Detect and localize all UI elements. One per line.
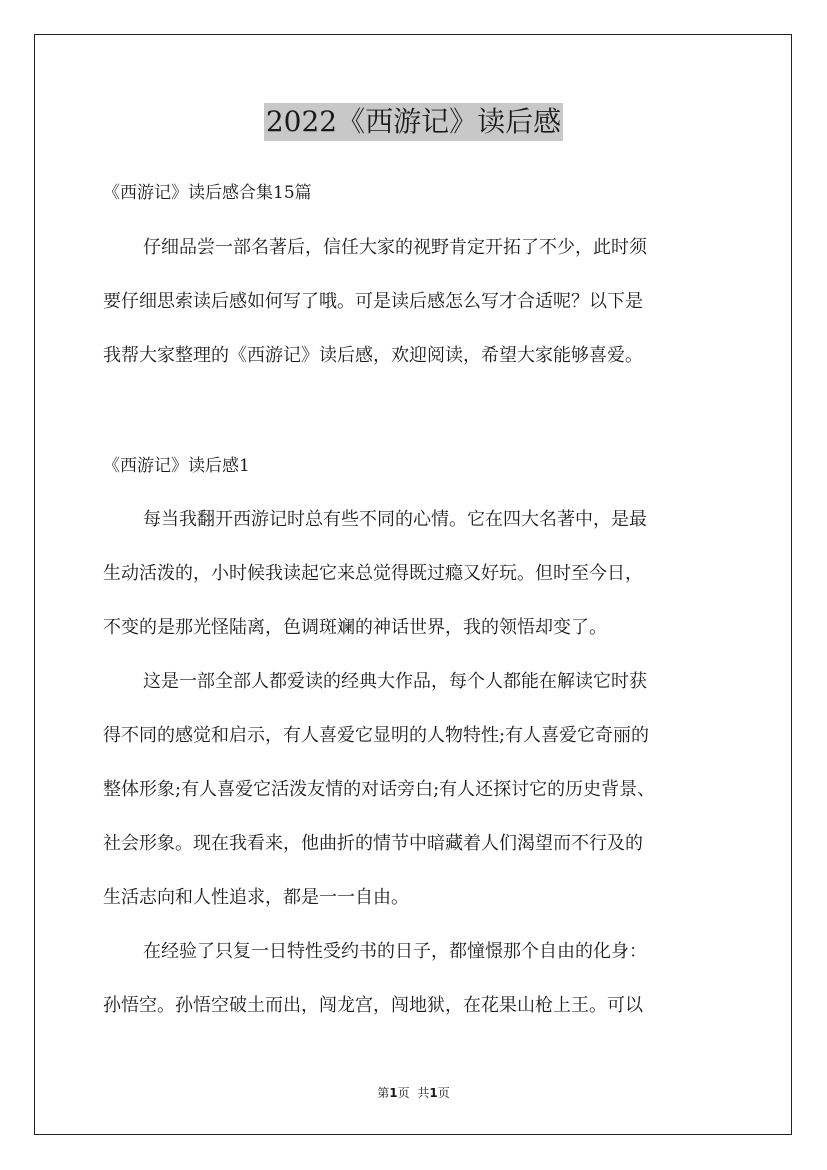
section-heading: 《西游记》读后感1 bbox=[103, 456, 250, 476]
title-wrap bbox=[0, 103, 827, 141]
footer-page-prefix: 第 bbox=[377, 1086, 390, 1100]
body-line-4: 这是一部全部人都爱读的经典大作品，每个人都能在解读它时获 bbox=[143, 671, 647, 692]
body-line-5: 得不同的感觉和启示，有人喜爱它显明的人物特性;有人喜爱它奇丽的 bbox=[103, 725, 650, 746]
footer-total-suffix: 页 bbox=[437, 1086, 450, 1100]
body-line-1: 每当我翻开西游记时总有些不同的心情。它在四大名著中，是最 bbox=[143, 509, 647, 530]
page-footer bbox=[0, 1085, 827, 1101]
intro-line-1: 仔细品尝一部名著后，信任大家的视野肯定开拓了不少，此时须 bbox=[143, 237, 647, 258]
body-line-10: 孙悟空。孙悟空破土而出，闯龙宫，闯地狱，在花果山枪上王。可以 bbox=[103, 995, 643, 1016]
subtitle: 《西游记》读后感合集15篇 bbox=[103, 183, 312, 203]
body-line-7: 社会形象。现在我看来，他曲折的情节中暗藏着人们渴望而不行及的 bbox=[103, 833, 643, 854]
body-line-9: 在经验了只复一日特性受约书的日子，都憧憬那个自由的化身： bbox=[143, 941, 647, 962]
footer-total-num: 1 bbox=[429, 1086, 438, 1100]
body-line-2: 生动活泼的，小时候我读起它来总觉得既过瘾又好玩。但时至今日， bbox=[103, 563, 643, 584]
body-line-8: 生活志向和人性追求，都是一一自由。 bbox=[103, 887, 409, 908]
body-line-6: 整体形象;有人喜爱它活泼友情的对话旁白;有人还探讨它的历史背景、 bbox=[103, 779, 656, 800]
document-title: 2022《西游记》读后感 bbox=[264, 103, 563, 141]
intro-line-2: 要仔细思索读后感如何写了哦。可是读后感怎么写才合适呢？以下是 bbox=[103, 291, 643, 312]
footer-page-num: 1 bbox=[389, 1086, 398, 1100]
intro-line-3: 我帮大家整理的《西游记》读后感，欢迎阅读，希望大家能够喜爱。 bbox=[103, 345, 643, 366]
footer-page-suffix: 页 bbox=[397, 1086, 410, 1100]
body-line-3: 不变的是那光怪陆离，色调斑斓的神话世界，我的领悟却变了。 bbox=[103, 617, 607, 638]
footer-total-prefix: 共 bbox=[417, 1086, 430, 1100]
